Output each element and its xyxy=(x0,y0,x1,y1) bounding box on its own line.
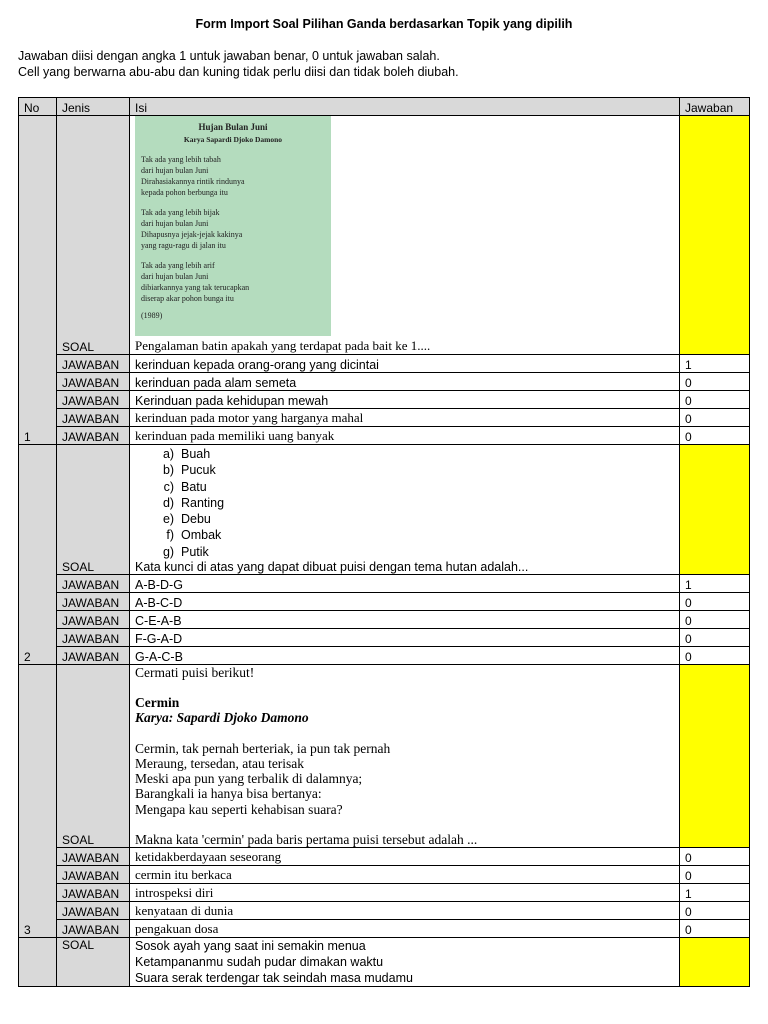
poem-line: Tak ada yang lebih tabah xyxy=(141,155,221,164)
option-item: b. Pucuk xyxy=(181,462,679,478)
poem-line: Dirahasiakannya rintik rindunya xyxy=(141,177,245,186)
answer-value[interactable]: 0 xyxy=(680,919,750,937)
poem-title: Cermin xyxy=(135,695,180,711)
answer-value[interactable]: 1 xyxy=(680,575,750,593)
answer-value[interactable]: 0 xyxy=(680,391,750,409)
answer-text[interactable]: C-E-A-B xyxy=(130,611,680,629)
answer-row xyxy=(19,593,750,611)
answer-row xyxy=(19,427,750,445)
answer-text[interactable]: kerinduan pada memiliki uang banyak xyxy=(130,427,680,445)
answer-cell-locked xyxy=(680,665,750,848)
soal-row xyxy=(19,665,750,848)
soal-row xyxy=(19,116,750,355)
soal-label: SOAL xyxy=(57,116,130,355)
poem-line: Meraung, tersedan, atau terisak xyxy=(135,755,305,771)
soal-row xyxy=(19,937,750,986)
soal-cell[interactable] xyxy=(130,445,680,575)
answer-text[interactable]: introspeksi diri xyxy=(130,883,680,901)
soal-line: Ketampananmu sudah pudar dimakan waktu xyxy=(135,954,384,969)
option-list xyxy=(135,446,679,560)
answer-value[interactable]: 1 xyxy=(680,355,750,373)
question-table xyxy=(18,97,750,987)
answer-text[interactable]: A-B-D-G xyxy=(130,575,680,593)
page-title: Form Import Soal Pilihan Ganda berdasarkan Topik yang dipilih xyxy=(195,17,573,31)
poem-line: Tak ada yang lebih arif xyxy=(141,261,215,270)
jawaban-label: JAWABAN xyxy=(57,355,130,373)
poem-line: dari hujan bulan Juni xyxy=(141,166,209,175)
jawaban-label: JAWABAN xyxy=(57,847,130,865)
answer-row xyxy=(19,865,750,883)
soal-cell[interactable] xyxy=(130,937,680,986)
soal-text: Makna kata 'cermin' pada baris pertama puisi tersebut adalah ... xyxy=(135,831,478,847)
option-item: f. Ombak xyxy=(181,527,679,543)
header-no: No xyxy=(19,98,57,116)
jawaban-label: JAWABAN xyxy=(57,865,130,883)
poem-line: dari hujan bulan Juni xyxy=(141,272,209,281)
answer-text[interactable]: pengakuan dosa xyxy=(130,919,680,937)
jawaban-label: JAWABAN xyxy=(57,391,130,409)
answer-text[interactable]: kerinduan pada alam semeta xyxy=(130,373,680,391)
poem-line: Tak ada yang lebih bijak xyxy=(141,208,220,217)
soal-text: Kata kunci di atas yang dapat dibuat puisi dengan tema hutan adalah... xyxy=(135,560,529,575)
question-number: 1 xyxy=(19,116,57,445)
option-item: g. Putik xyxy=(181,544,679,560)
poem-author: Karya: Sapardi Djoko Damono xyxy=(135,710,309,726)
answer-text[interactable]: kenyataan di dunia xyxy=(130,901,680,919)
jawaban-label: JAWABAN xyxy=(57,901,130,919)
jawaban-label: JAWABAN xyxy=(57,593,130,611)
soal-cell[interactable] xyxy=(130,116,680,355)
poem-year: (1989) xyxy=(141,311,163,320)
soal-label: SOAL xyxy=(57,937,130,986)
answer-value[interactable]: 0 xyxy=(680,593,750,611)
header-jawaban: Jawaban xyxy=(680,98,750,116)
answer-row xyxy=(19,629,750,647)
answer-text[interactable]: Kerinduan pada kehidupan mewah xyxy=(130,391,680,409)
jawaban-label: JAWABAN xyxy=(57,883,130,901)
poem-image-author: Karya Sapardi Djoko Damono xyxy=(183,135,283,144)
answer-value[interactable]: 0 xyxy=(680,409,750,427)
answer-text[interactable]: A-B-C-D xyxy=(130,593,680,611)
jawaban-label: JAWABAN xyxy=(57,427,130,445)
answer-value[interactable]: 0 xyxy=(680,865,750,883)
answer-value[interactable]: 0 xyxy=(680,901,750,919)
answer-text[interactable]: ketidakberdayaan seseorang xyxy=(130,847,680,865)
answer-value[interactable]: 0 xyxy=(680,629,750,647)
answer-row xyxy=(19,847,750,865)
answer-text[interactable]: kerinduan kepada orang-orang yang dicintai xyxy=(130,355,680,373)
jawaban-label: JAWABAN xyxy=(57,629,130,647)
header-isi: Isi xyxy=(130,98,680,116)
answer-row xyxy=(19,919,750,937)
answer-text[interactable]: F-G-A-D xyxy=(130,629,680,647)
answer-row xyxy=(19,391,750,409)
jawaban-label: JAWABAN xyxy=(57,575,130,593)
answer-value[interactable]: 0 xyxy=(680,847,750,865)
answer-text[interactable]: G-A-C-B xyxy=(130,647,680,665)
instructions xyxy=(18,48,459,80)
option-item: c. Batu xyxy=(181,479,679,495)
question-number xyxy=(19,937,57,986)
answer-row xyxy=(19,883,750,901)
poem-image xyxy=(135,116,331,336)
answer-cell-locked xyxy=(680,116,750,355)
question-number: 3 xyxy=(19,665,57,938)
poem-line: Barangkali ia hanya bisa bertanya: xyxy=(135,786,322,802)
answer-value[interactable]: 0 xyxy=(680,373,750,391)
soal-intro: Cermati puisi berikut! xyxy=(135,665,255,681)
soal-line: Sosok ayah yang saat ini semakin menua xyxy=(135,938,366,953)
answer-row xyxy=(19,373,750,391)
answer-cell-locked xyxy=(680,445,750,575)
answer-text[interactable]: cermin itu berkaca xyxy=(130,865,680,883)
poem-line: Meski apa pun yang terbalik di dalamnya; xyxy=(135,771,363,787)
jawaban-label: JAWABAN xyxy=(57,919,130,937)
soal-label: SOAL xyxy=(57,445,130,575)
jawaban-label: JAWABAN xyxy=(57,611,130,629)
answer-row xyxy=(19,355,750,373)
answer-row xyxy=(19,901,750,919)
option-item: a. Buah xyxy=(181,446,679,462)
answer-value[interactable]: 0 xyxy=(680,647,750,665)
answer-text[interactable]: kerinduan pada motor yang harganya mahal xyxy=(130,409,680,427)
jawaban-label: JAWABAN xyxy=(57,409,130,427)
jawaban-label: JAWABAN xyxy=(57,373,130,391)
poem-image-title: Hujan Bulan Juni xyxy=(198,122,268,132)
answer-value[interactable]: 0 xyxy=(680,611,750,629)
answer-cell-locked xyxy=(680,937,750,986)
instruction-line: Jawaban diisi dengan angka 1 untuk jawaban benar, 0 untuk jawaban salah. xyxy=(18,49,440,63)
poem-line: diserap akar pohon bunga itu xyxy=(141,294,234,303)
poem-line: kepada pohon berbunga itu xyxy=(141,188,228,197)
poem-line: dari hujan bulan Juni xyxy=(141,219,209,228)
question-number: 2 xyxy=(19,445,57,665)
soal-line: Suara serak terdengar tak seindah masa mudamu xyxy=(135,970,413,985)
jawaban-label: JAWABAN xyxy=(57,647,130,665)
answer-value[interactable]: 1 xyxy=(680,883,750,901)
poem-stanza xyxy=(141,260,331,304)
answer-value[interactable]: 0 xyxy=(680,427,750,445)
soal-row xyxy=(19,445,750,575)
answer-row xyxy=(19,647,750,665)
soal-label: SOAL xyxy=(57,665,130,848)
header-row xyxy=(19,98,750,116)
poem-line: yang ragu-ragu di jalan itu xyxy=(141,241,226,250)
soal-text: Pengalaman batin apakah yang terdapat pada bait ke 1.... xyxy=(135,338,431,353)
soal-cell[interactable] xyxy=(130,665,680,848)
poem-stanza xyxy=(141,207,331,251)
instruction-line: Cell yang berwarna abu-abu dan kuning tidak perlu diisi dan tidak boleh diubah. xyxy=(18,65,459,79)
poem-line: Dihapusnya jejak-jejak kakinya xyxy=(141,230,243,239)
poem-line: dibiarkannya yang tak terucapkan xyxy=(141,283,250,292)
answer-row xyxy=(19,611,750,629)
answer-row xyxy=(19,575,750,593)
option-item: d. Ranting xyxy=(181,495,679,511)
answer-row xyxy=(19,409,750,427)
header-jenis: Jenis xyxy=(57,98,130,116)
poem-line: Mengapa kau seperti kehabisan suara? xyxy=(135,801,343,817)
option-item: e. Debu xyxy=(181,511,679,527)
poem-line: Cermin, tak pernah berteriak, ia pun tak pernah xyxy=(135,740,391,756)
poem-stanza xyxy=(141,154,331,198)
